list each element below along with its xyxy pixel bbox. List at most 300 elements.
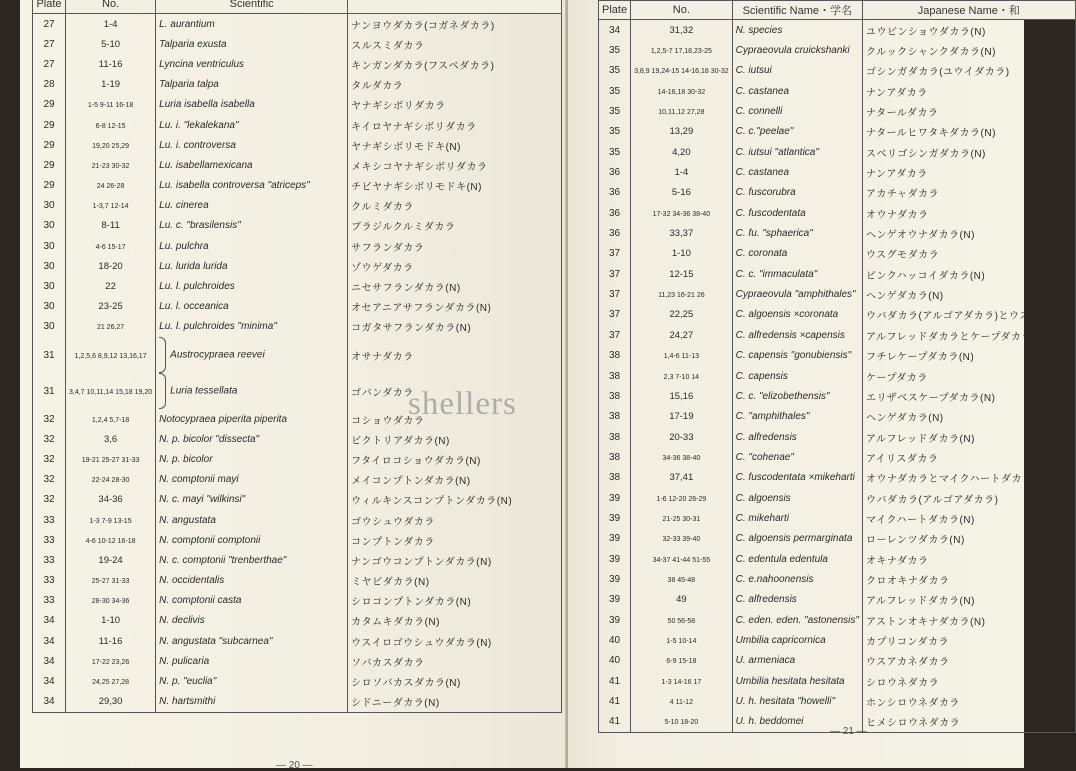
japanese-name-cell-text: コショウダカラ (351, 415, 425, 427)
table-row (599, 223, 1076, 243)
plate-number-cell (66, 317, 156, 337)
plate-number-cell-text: 19,20 25,29 (92, 142, 130, 150)
plate-number-cell-text: 1-3,7 12-14 (92, 203, 129, 211)
japanese-name-cell (348, 571, 562, 591)
plate-number-cell-text: 34-37 41-44 51-55 (652, 556, 711, 564)
plate-cell-text: 35 (608, 85, 621, 97)
plate-number-cell-text: 15,16 (669, 390, 694, 402)
plate-number-cell-text: 1-6 12-20 26-29 (656, 495, 707, 503)
scientific-name-cell-text: N. p. bicolor "dissecta" (159, 433, 260, 445)
table-row (33, 571, 562, 591)
plate-cell-text: 34 (608, 24, 621, 36)
japanese-name-cell-text: ナンヨウダカラ(コガネダカラ) (351, 20, 495, 32)
japanese-name-cell (348, 297, 562, 317)
plate-number-cell (66, 256, 156, 276)
plate-cell (33, 591, 66, 611)
scientific-name-cell (732, 244, 862, 264)
scientific-name-cell-text: Lu. l. occeanica (159, 301, 229, 313)
plate-cell (33, 510, 66, 530)
plate-number-cell (66, 591, 156, 611)
plate-number-cell (66, 530, 156, 550)
plate-number-cell (631, 223, 733, 243)
plate-number-cell-text: 22-24 28-30 (91, 477, 130, 485)
plate-cell-text: 36 (608, 187, 621, 199)
japanese-name-cell (862, 183, 1075, 203)
header-no: No. (66, 0, 156, 14)
japanese-name-cell (348, 470, 562, 490)
scientific-name-cell (732, 427, 862, 447)
plate-cell (599, 244, 631, 264)
scientific-name-cell-text: N. c. mayi "wilkinsi" (159, 494, 246, 506)
plate-cell-text: 27 (43, 18, 55, 30)
scientific-name-cell (156, 449, 348, 469)
plate-number-cell-text: 3,4,7 10,11,14 15,18 19,20 (69, 388, 153, 396)
plate-cell (599, 264, 631, 284)
japanese-name-cell (862, 346, 1075, 366)
japanese-name-cell-text: ウィルキンスコンプトンダカラ(N) (351, 496, 513, 508)
table-row (599, 20, 1076, 41)
scientific-name-cell-text: C. algoensis ×coronata (735, 309, 839, 321)
table-row (33, 692, 562, 713)
plate-cell (599, 305, 631, 325)
plate-number-cell (631, 468, 733, 488)
japanese-name-cell-text: シドニーダカラ(N) (351, 698, 440, 710)
plate-cell (33, 449, 66, 469)
plate-cell-text: 37 (608, 268, 621, 280)
plate-number-cell (66, 337, 156, 373)
japanese-name-cell (862, 386, 1075, 406)
scientific-name-cell-text: Luria tessellata (170, 385, 238, 397)
plate-number-cell-text: 49 (676, 594, 687, 606)
scientific-name-cell-text: C. fu. "sphaerica" (735, 228, 813, 240)
japanese-name-cell (348, 510, 562, 530)
plate-cell-text: 38 (608, 472, 621, 484)
table-row (599, 549, 1076, 569)
japanese-name-cell-text: ヤナギシボリダカラ (351, 101, 446, 113)
plate-cell-text: 37 (608, 309, 621, 321)
scientific-name-cell-text: C. coronata (735, 248, 788, 260)
plate-number-cell (66, 54, 156, 74)
japanese-name-cell-text: ウスグモダカラ (865, 250, 940, 262)
scientific-name-cell (156, 510, 348, 530)
plate-cell-text: 31 (43, 385, 55, 397)
japanese-name-cell (862, 101, 1075, 121)
scientific-name-cell-text: C. fuscodentata ×mikeharti (735, 472, 855, 484)
plate-cell-text: 35 (608, 65, 621, 77)
japanese-name-cell (348, 692, 562, 713)
table-row (599, 488, 1076, 508)
japanese-name-cell-text: ウバダカラ(アルゴアダカラ)とウスグモダカ (865, 311, 1072, 323)
plate-number-cell (66, 611, 156, 631)
plate-number-cell-text: 10,11,12 27,28 (658, 109, 705, 117)
table-row (33, 155, 562, 175)
japanese-name-cell-text: カタムキダカラ(N) (351, 617, 440, 629)
plate-number-cell (631, 610, 733, 630)
plate-cell (599, 590, 631, 610)
scientific-name-cell-text: C. fuscorubra (735, 187, 796, 199)
japanese-name-cell (348, 54, 562, 74)
table-row (599, 203, 1076, 223)
japanese-name-cell-text: オサナダカラ (351, 351, 414, 363)
japanese-name-cell (862, 162, 1075, 182)
japanese-name-cell-text: キンガンダカラ(フスベダカラ) (351, 60, 495, 72)
scientific-name-cell (156, 115, 348, 135)
japanese-name-cell (348, 216, 562, 236)
scientific-name-cell-text: U. armeniaca (735, 655, 796, 667)
scientific-name-cell-text: C. fuscodentata (735, 207, 806, 219)
plate-cell-text: 34 (43, 676, 55, 688)
japanese-name-cell-text: メイコンプトンダカラ(N) (351, 476, 471, 488)
plate-cell (33, 54, 66, 74)
plate-number-cell (66, 216, 156, 236)
plate-number-cell (66, 176, 156, 196)
plate-cell (33, 155, 66, 175)
plate-number-cell (631, 529, 733, 549)
plate-number-cell (66, 490, 156, 510)
scientific-name-cell (732, 284, 862, 304)
right-table-body (599, 20, 1076, 733)
plate-cell (33, 256, 66, 276)
scientific-name-cell (732, 468, 862, 488)
plate-cell (599, 427, 631, 447)
japanese-name-cell-text: スルスミダカラ (351, 40, 425, 52)
plate-number-cell-text: 1-5 10-14 (666, 637, 697, 645)
japanese-name-cell (862, 671, 1075, 691)
plate-number-cell-text: 1-19 (101, 79, 121, 91)
japanese-name-cell (348, 337, 562, 373)
plate-cell-text: 37 (608, 289, 621, 301)
plate-number-cell-text: 5-10 18-20 (664, 719, 699, 727)
plate-number-cell (66, 631, 156, 651)
japanese-name-cell (862, 447, 1075, 467)
japanese-name-cell (862, 651, 1075, 671)
plate-cell-text: 35 (608, 126, 621, 138)
plate-cell-text: 35 (608, 45, 621, 57)
plate-number-cell (66, 236, 156, 256)
plate-cell-text: 39 (608, 492, 621, 504)
plate-cell (599, 101, 631, 121)
japanese-name-cell (348, 530, 562, 550)
plate-cell (599, 712, 631, 733)
plate-cell (599, 81, 631, 101)
plate-number-cell (631, 488, 733, 508)
scientific-name-cell-text: N. angustata (159, 514, 216, 526)
plate-cell-text: 38 (608, 370, 621, 382)
table-row (599, 691, 1076, 711)
scientific-name-cell-text: Lu. isabellamexicana (159, 159, 253, 171)
plate-number-cell (631, 346, 733, 366)
table-row (33, 591, 562, 611)
scientific-name-cell-text: N. p. bicolor (159, 453, 213, 465)
plate-number-cell (66, 297, 156, 317)
japanese-name-cell (348, 135, 562, 155)
scientific-name-cell (156, 256, 348, 276)
japanese-name-cell (862, 325, 1075, 345)
watermark-text: shellers (408, 386, 517, 422)
table-row (599, 162, 1076, 182)
japanese-name-cell (862, 468, 1075, 488)
japanese-name-cell (862, 712, 1075, 733)
plate-cell (599, 610, 631, 630)
japanese-name-cell (862, 366, 1075, 386)
plate-number-cell-text: 6-8 12-15 (95, 122, 126, 130)
japanese-name-cell-text: ミヤビダカラ(N) (351, 577, 430, 589)
scientific-name-cell-text: C. alfredensis (735, 594, 797, 606)
plate-number-cell (631, 630, 733, 650)
plate-number-cell-text: 2,3 7-10 14 (663, 373, 700, 381)
plate-cell-text: 40 (608, 655, 621, 667)
plate-number-cell-text: 21-23 30-32 (91, 162, 130, 170)
table-row (33, 135, 562, 155)
japanese-name-cell-text: スベリゴシンガダカラ(N) (865, 148, 986, 160)
plate-number-cell-text: 17-22 23,26 (91, 658, 130, 666)
scientific-name-cell-text: C. edentula edentula (735, 553, 828, 565)
japanese-name-cell-text: アストンオキナダカラ(N) (865, 616, 986, 628)
table-row (599, 122, 1076, 142)
plate-number-cell-text: 11,23 16-21 26 (658, 292, 705, 300)
scientific-name-cell (732, 183, 862, 203)
header-japanese (348, 0, 562, 14)
scientific-name-cell-text: N. hartsmithi (159, 696, 216, 708)
right-page (568, 0, 1072, 768)
japanese-name-cell (348, 14, 562, 35)
plate-number-cell (66, 510, 156, 530)
scientific-name-cell-text: Cypraeovula "amphithales" (735, 289, 856, 301)
plate-cell-text: 30 (43, 281, 55, 293)
japanese-name-cell-text: ヘンゲダカラ(N) (865, 291, 944, 303)
japanese-name-cell (862, 264, 1075, 284)
plate-number-cell-text: 1-3 14-16 17 (661, 678, 702, 686)
plate-cell (33, 530, 66, 550)
scientific-name-cell (156, 95, 348, 115)
japanese-name-cell-text: ユウビンショウダカラ(N) (865, 26, 986, 38)
plate-number-cell-text: 24,25 27,28 (92, 679, 130, 687)
plate-number-cell (66, 449, 156, 469)
plate-number-cell-text: 28-30 34-36 (91, 598, 130, 606)
table-row (599, 651, 1076, 671)
japanese-name-cell-text: ニセサフランダカラ(N) (351, 283, 461, 295)
plate-cell-text: 34 (43, 615, 55, 627)
plate-cell-text: 35 (608, 146, 621, 158)
scientific-name-cell (156, 530, 348, 550)
plate-cell (33, 651, 66, 671)
plate-number-cell (631, 61, 733, 81)
japanese-name-cell (862, 244, 1075, 264)
plate-number-cell-text: 22 (105, 281, 116, 293)
japanese-name-cell (862, 81, 1075, 101)
scientific-name-cell-text: Lu. c. "brasilensis" (159, 220, 241, 232)
japanese-name-cell (348, 256, 562, 276)
plate-number-cell-text: 4-6 15-17 (95, 243, 126, 251)
scientific-name-cell-text: Lu. pulchra (159, 240, 209, 252)
table-row (599, 40, 1076, 60)
japanese-name-cell-text: ゾウゲダカラ (351, 262, 414, 274)
plate-number-cell (66, 135, 156, 155)
plate-number-cell-text: 3,6 (103, 433, 118, 445)
header-japanese: Japanese Name・和 (862, 1, 1075, 20)
japanese-name-cell-text: ケープダカラ (865, 372, 928, 384)
table-row (599, 346, 1076, 366)
japanese-name-cell (348, 671, 562, 691)
table-row (599, 590, 1076, 610)
plate-number-cell-text: 11-16 (98, 58, 123, 70)
plate-number-cell-text: 23-25 (98, 301, 123, 313)
plate-number-cell-text: 5-16 (671, 187, 691, 199)
plate-cell (33, 317, 66, 337)
plate-number-cell-text: 1-5 9-11 16-18 (87, 102, 134, 110)
plate-number-cell-text: 34-36 38-40 (662, 454, 701, 462)
table-row (33, 530, 562, 550)
scientific-name-cell (156, 490, 348, 510)
plate-number-cell (66, 75, 156, 95)
plate-cell (599, 508, 631, 528)
table-row (599, 101, 1076, 121)
plate-number-cell-text: 4,20 (672, 146, 691, 158)
plate-cell (33, 490, 66, 510)
scientific-name-cell (156, 591, 348, 611)
plate-cell (33, 409, 66, 429)
plate-cell (33, 550, 66, 570)
scientific-name-cell (732, 142, 862, 162)
japanese-name-cell (862, 122, 1075, 142)
plate-cell (33, 115, 66, 135)
japanese-name-cell-text: フチレケープダカラ(N) (865, 352, 975, 364)
scientific-name-cell-text: Lu. cinerea (159, 200, 209, 212)
plate-number-cell-text: 22,25 (669, 309, 694, 321)
plate-cell (33, 196, 66, 216)
plate-cell-text: 30 (43, 321, 55, 333)
plate-number-cell (631, 305, 733, 325)
plate-number-cell (631, 447, 733, 467)
table-row (599, 244, 1076, 264)
japanese-name-cell-text: シロコンプトンダカラ(N) (351, 597, 472, 609)
table-row (599, 407, 1076, 427)
plate-cell (33, 216, 66, 236)
plate-number-cell-text: 14-16,18 30-32 (657, 88, 706, 96)
scientific-name-cell-text: Lu. i. controversa (159, 139, 236, 151)
plate-number-cell (631, 549, 733, 569)
japanese-name-cell (862, 284, 1075, 304)
table-row (33, 671, 562, 691)
table-row (599, 671, 1076, 691)
scientific-name-cell (732, 203, 862, 223)
plate-cell-text: 41 (608, 675, 621, 687)
japanese-name-cell (348, 449, 562, 469)
table-row (599, 610, 1076, 630)
plate-number-cell-text: 31,32 (669, 24, 694, 36)
scientific-name-cell-text: N. c. comptonii "trenberthae" (159, 554, 287, 566)
scientific-name-cell-text: C. capensis "gonubiensis" (735, 350, 852, 362)
plate-cell-text: 30 (43, 240, 55, 252)
scientific-name-cell (732, 447, 862, 467)
scientific-name-cell (732, 569, 862, 589)
scientific-name-cell (732, 305, 862, 325)
scientific-name-cell (732, 20, 862, 41)
plate-number-cell-text: 24 26-28 (96, 183, 125, 191)
plate-number-cell-text: 1-10 (101, 615, 121, 627)
japanese-name-cell (348, 490, 562, 510)
scientific-name-cell (156, 409, 348, 429)
scientific-name-cell-text: Lu. isabella controversa "atriceps" (159, 180, 310, 192)
scientific-name-cell (156, 276, 348, 296)
japanese-name-cell (348, 591, 562, 611)
japanese-name-cell-text: コガタサフランダカラ(N) (351, 323, 472, 335)
plate-number-cell-text: 1-3 7-9 13-15 (89, 517, 132, 525)
japanese-name-cell (862, 610, 1075, 630)
plate-cell-text: 34 (43, 696, 55, 708)
plate-cell-text: 33 (43, 595, 55, 607)
plate-cell-text: 36 (608, 167, 621, 179)
scientific-name-cell (156, 671, 348, 691)
japanese-name-cell-text: サフランダカラ (351, 242, 425, 254)
plate-cell (599, 549, 631, 569)
scientific-name-cell (732, 630, 862, 650)
table-row (599, 447, 1076, 467)
scientific-name-cell (156, 373, 348, 409)
plate-cell (599, 386, 631, 406)
plate-number-cell-text: 11-16 (98, 635, 123, 647)
scientific-name-cell-text: N. angustata "subcarnea" (159, 635, 273, 647)
scientific-name-cell (156, 14, 348, 35)
japanese-name-cell (348, 34, 562, 54)
plate-cell (599, 142, 631, 162)
plate-cell (33, 373, 66, 409)
scientific-name-cell (156, 75, 348, 95)
japanese-name-cell-text: チビヤナギシボリモドキ(N) (351, 182, 482, 194)
plate-cell (599, 488, 631, 508)
japanese-name-cell (862, 569, 1075, 589)
scientific-name-cell-text: N. comptonii casta (159, 595, 242, 607)
scientific-name-cell-text: Lu. lurida lurida (159, 260, 228, 272)
plate-number-cell (66, 429, 156, 449)
scientific-name-cell-text: N. species (735, 24, 783, 36)
scientific-name-cell (156, 155, 348, 175)
plate-cell (33, 470, 66, 490)
plate-cell (599, 651, 631, 671)
header-scientific: Scientific Name・学名 (732, 1, 862, 20)
plate-number-cell-text: 20-33 (669, 431, 694, 443)
scientific-name-cell (732, 40, 862, 60)
scientific-name-cell (156, 631, 348, 651)
scientific-name-cell-text: C. mikeharti (735, 512, 790, 524)
scientific-name-cell-text: N. comptonii mayi (159, 474, 239, 486)
table-row (33, 216, 562, 236)
japanese-name-cell-text: ナンアダカラ (865, 169, 928, 181)
scientific-name-cell (732, 386, 862, 406)
japanese-name-cell (348, 75, 562, 95)
plate-cell-text: 32 (43, 494, 55, 506)
plate-cell-text: 33 (43, 514, 55, 526)
plate-number-cell-text: 6-9 15-18 (666, 658, 697, 666)
japanese-name-cell-text: オウナダカラ (865, 209, 929, 221)
plate-number-cell (66, 571, 156, 591)
plate-cell (33, 671, 66, 691)
scientific-name-cell-text: Lu. l. pulchroides "minima" (159, 321, 277, 333)
scientific-name-cell (732, 122, 862, 142)
plate-cell-text: 32 (43, 474, 55, 486)
japanese-name-cell-text: オキナダカラ (865, 555, 929, 567)
scientific-name-cell-text: Lu. l. pulchroides (159, 281, 235, 293)
scientific-name-cell (732, 671, 862, 691)
scientific-name-cell-text: C. "amphithales" (735, 411, 810, 423)
table-row (599, 183, 1076, 203)
scientific-name-cell-text: N. pulicaria (159, 655, 210, 667)
scientific-name-cell-text: C. e.nahoonensis (735, 573, 814, 585)
table-row (33, 550, 562, 570)
scientific-name-cell-text: C. capensis (735, 370, 788, 382)
scientific-name-cell-text: C. c."peelae" (735, 126, 794, 138)
japanese-name-cell-text: ウバダカラ(アルゴアダカラ) (865, 494, 999, 506)
